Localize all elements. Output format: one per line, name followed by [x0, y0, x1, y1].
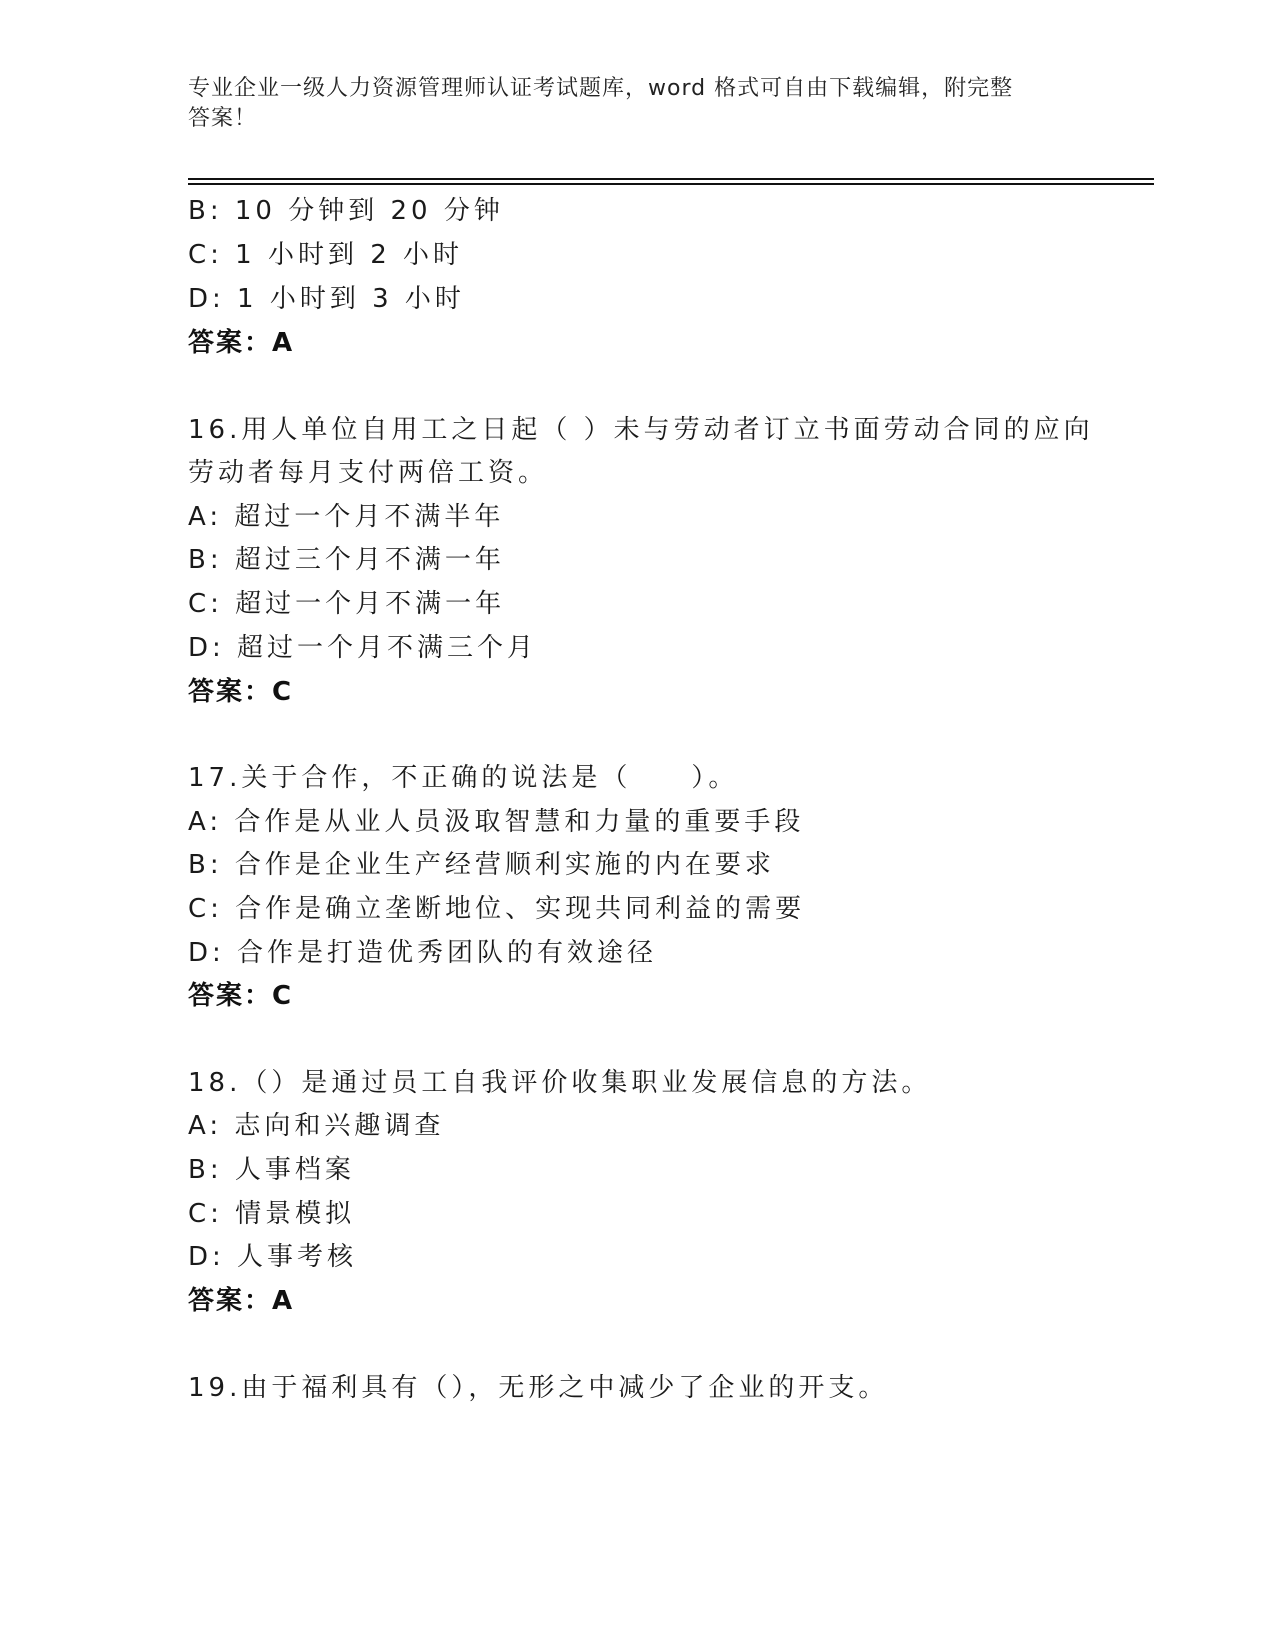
q18-stem: 18.（）是通过员工自我评价收集职业发展信息的方法。 [188, 1068, 932, 1098]
q17-option-d: D: 合作是打造优秀团队的有效途径 [188, 938, 658, 968]
q15-option-c: C: 1 小时到 2 小时 [188, 240, 464, 270]
q16-option-a: A: 超过一个月不满半年 [188, 502, 505, 532]
q16-stem-line-2: 劳动者每月支付两倍工资。 [188, 458, 549, 488]
q16-stem-line-1: 16.用人单位自用工之日起（ ）未与劳动者订立书面劳动合同的应向 [188, 415, 1094, 445]
q18-answer: 答案：A [188, 1286, 295, 1316]
q18-option-b: B: 人事档案 [188, 1155, 355, 1185]
q15-option-d: D: 1 小时到 3 小时 [188, 284, 465, 314]
q17-stem: 17.关于合作，不正确的说法是（ ）。 [188, 763, 739, 793]
q17-option-b: B: 合作是企业生产经营顺利实施的内在要求 [188, 850, 775, 880]
q19-stem: 19.由于福利具有（），无形之中减少了企业的开支。 [188, 1373, 889, 1403]
document-header [188, 74, 1068, 134]
q16-option-b: B: 超过三个月不满一年 [188, 545, 505, 575]
q17-option-c: C: 合作是确立垄断地位、实现共同利益的需要 [188, 894, 806, 924]
header-divider-top [188, 178, 1154, 180]
q16-answer: 答案：C [188, 677, 294, 707]
q16-option-c: C: 超过一个月不满一年 [188, 589, 506, 619]
q16-option-d: D: 超过一个月不满三个月 [188, 633, 538, 663]
header-line-2: 答案！ [188, 106, 258, 131]
q18-option-d: D: 人事考核 [188, 1242, 358, 1272]
q18-option-a: A: 志向和兴趣调查 [188, 1111, 445, 1141]
q18-option-c: C: 情景模拟 [188, 1199, 356, 1229]
header-line-1: 专业企业一级人力资源管理师认证考试题库，word 格式可自由下载编辑，附完整 [188, 76, 1014, 101]
q15-answer: 答案：A [188, 328, 295, 358]
q17-option-a: A: 合作是从业人员汲取智慧和力量的重要手段 [188, 807, 805, 837]
q15-option-b: B: 10 分钟到 20 分钟 [188, 196, 504, 226]
header-divider-bottom [188, 183, 1154, 185]
q17-answer: 答案：C [188, 981, 294, 1011]
